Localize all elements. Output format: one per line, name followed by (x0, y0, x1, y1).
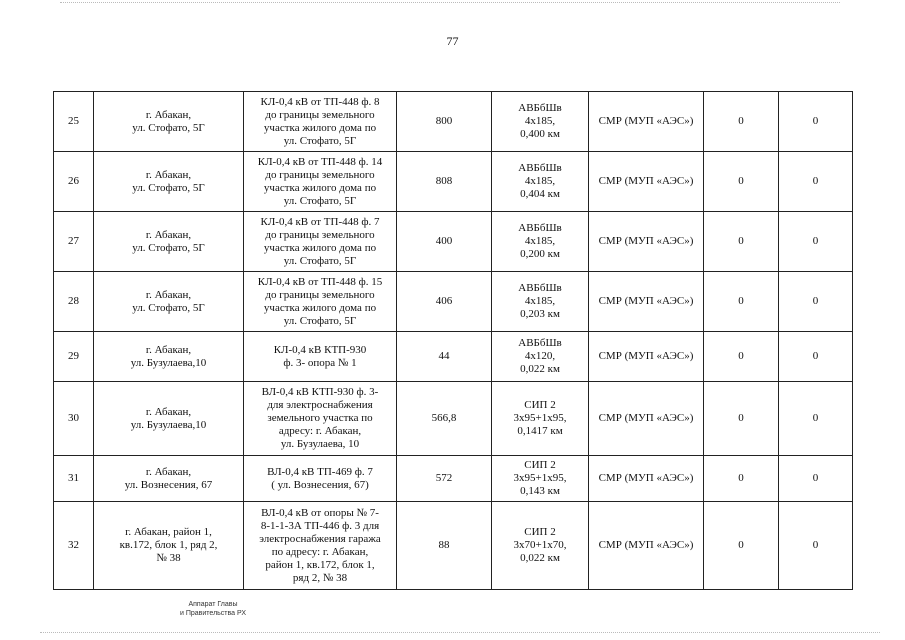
cable-cell-text: АВБбШв 4х120, 0,022 км (518, 337, 562, 375)
length-cell (397, 332, 492, 382)
contractor-cell-text: СМР (МУП «АЭС») (598, 175, 694, 187)
cable-cell-text: АВБбШв 4х185, 0,200 км (518, 222, 562, 260)
contractor-cell-text: СМР (МУП «АЭС») (598, 472, 694, 484)
value-1-cell (704, 502, 779, 590)
row-number-cell-text: 27 (68, 235, 79, 247)
value-2-cell (779, 152, 853, 212)
object-cell-text: КЛ-0,4 кВ КТП-930 ф. 3- опора № 1 (273, 343, 367, 369)
contractor-cell (589, 212, 704, 272)
length-cell-text: 400 (435, 235, 453, 247)
address-cell-text: г. Абакан, ул. Вознесения, 67 (124, 465, 213, 491)
row-number-cell-text: 30 (68, 412, 79, 424)
length-cell-text: 406 (435, 295, 453, 307)
cable-cell (492, 332, 589, 382)
cable-cell (492, 152, 589, 212)
contractor-cell (589, 456, 704, 502)
value-1-cell-text: 0 (738, 115, 744, 127)
object-cell (244, 92, 397, 152)
stamp-line-2: и Правительства РХ (179, 610, 247, 617)
value-1-cell (704, 92, 779, 152)
contractor-cell (589, 502, 704, 590)
value-2-cell (779, 502, 853, 590)
contractor-cell-text: СМР (МУП «АЭС») (598, 350, 694, 362)
table-row (54, 152, 853, 212)
row-number-cell (54, 152, 94, 212)
value-2-cell-text: 0 (812, 115, 819, 127)
row-number-cell-text: 25 (68, 115, 79, 127)
cable-cell (492, 502, 589, 590)
value-1-cell (704, 212, 779, 272)
value-2-cell-text: 0 (812, 235, 819, 247)
stamp-line-1: Аппарат Главы (188, 601, 238, 608)
scan-artifact-bottom (40, 632, 880, 633)
cable-cell (492, 382, 589, 456)
value-2-cell-text: 0 (812, 295, 819, 307)
scan-artifact-top (60, 2, 840, 3)
row-number-cell-text: 28 (68, 295, 79, 307)
table-row (54, 456, 853, 502)
row-number-cell (54, 332, 94, 382)
object-cell-text: КЛ-0,4 кВ от ТП-448 ф. 8 до границы земельного участка жилого дома по ул. Стофато, 5Г (260, 95, 380, 147)
table-row (54, 382, 853, 456)
contractor-cell-text: СМР (МУП «АЭС») (598, 235, 694, 247)
contractor-cell-text: СМР (МУП «АЭС») (598, 295, 694, 307)
table-row (54, 332, 853, 382)
value-1-cell (704, 152, 779, 212)
address-cell-text: г. Абакан, ул. Бузулаева,10 (130, 405, 207, 431)
value-2-cell-text: 0 (812, 412, 819, 424)
value-2-cell (779, 272, 853, 332)
length-cell (397, 92, 492, 152)
object-cell (244, 502, 397, 590)
value-2-cell (779, 382, 853, 456)
object-cell (244, 332, 397, 382)
cable-cell (492, 92, 589, 152)
value-2-cell-text: 0 (812, 175, 819, 187)
object-cell-text: ВЛ-0,4 кВ ТП-469 ф. 7 ( ул. Вознесения, 67) (267, 465, 373, 491)
contractor-cell (589, 92, 704, 152)
object-cell (244, 152, 397, 212)
length-cell (397, 152, 492, 212)
object-cell-text: ВЛ-0,4 кВ КТП-930 ф. 3- для электроснабжения земельного участка по адресу: г. Абакан, ул. Бузулаева, 10 (261, 386, 379, 450)
row-number-cell (54, 456, 94, 502)
address-cell (94, 152, 244, 212)
object-cell (244, 212, 397, 272)
length-cell-text: 88 (438, 539, 450, 551)
object-cell (244, 456, 397, 502)
row-number-cell (54, 212, 94, 272)
value-2-cell-text: 0 (812, 539, 819, 551)
cable-cell-text: АВБбШв 4х185, 0,400 км (518, 102, 562, 140)
cable-cell-text: СИП 2 3х95+1х95, 0,143 км (513, 459, 567, 497)
length-cell (397, 456, 492, 502)
row-number-cell-text: 31 (68, 472, 79, 484)
value-1-cell-text: 0 (738, 539, 744, 551)
cable-cell (492, 272, 589, 332)
object-cell-text: КЛ-0,4 кВ от ТП-448 ф. 15 до границы земельного участка жилого дома по ул. Стофато, 5Г (257, 275, 383, 327)
length-cell (397, 502, 492, 590)
cable-cell-text: СИП 2 3х95+1х95, 0,1417 км (513, 399, 567, 437)
cable-cell (492, 212, 589, 272)
contractor-cell (589, 382, 704, 456)
cable-cell-text: СИП 2 3х70+1х70, 0,022 км (513, 526, 567, 564)
row-number-cell (54, 92, 94, 152)
length-cell-text: 800 (435, 115, 453, 127)
value-1-cell (704, 456, 779, 502)
object-cell (244, 272, 397, 332)
value-1-cell-text: 0 (738, 412, 744, 424)
row-number-cell (54, 502, 94, 590)
value-2-cell (779, 332, 853, 382)
value-1-cell-text: 0 (738, 472, 744, 484)
value-2-cell (779, 212, 853, 272)
row-number-cell (54, 382, 94, 456)
address-cell-text: г. Абакан, район 1, кв.172, блок 1, ряд 2, № 38 (119, 526, 218, 564)
contractor-cell (589, 272, 704, 332)
contractor-cell-text: СМР (МУП «АЭС») (598, 412, 694, 424)
value-1-cell (704, 382, 779, 456)
row-number-cell-text: 32 (68, 539, 79, 551)
address-cell (94, 332, 244, 382)
value-1-cell-text: 0 (738, 350, 744, 362)
address-cell-text: г. Абакан, ул. Стофато, 5Г (132, 228, 205, 254)
table-body (54, 92, 853, 590)
length-cell-text: 572 (435, 472, 453, 484)
contractor-cell-text: СМР (МУП «АЭС») (598, 115, 694, 127)
address-cell (94, 382, 244, 456)
value-1-cell (704, 332, 779, 382)
value-2-cell-text: 0 (812, 350, 819, 362)
value-1-cell-text: 0 (738, 235, 744, 247)
table-row (54, 212, 853, 272)
object-cell (244, 382, 397, 456)
address-cell-text: г. Абакан, ул. Бузулаева,10 (130, 343, 207, 369)
value-2-cell (779, 92, 853, 152)
row-number-cell-text: 26 (68, 175, 79, 187)
length-cell (397, 382, 492, 456)
address-cell-text: г. Абакан, ул. Стофато, 5Г (132, 108, 205, 134)
address-cell-text: г. Абакан, ул. Стофато, 5Г (132, 168, 205, 194)
length-cell (397, 272, 492, 332)
table-row (54, 92, 853, 152)
value-1-cell-text: 0 (738, 175, 744, 187)
length-cell (397, 212, 492, 272)
object-cell-text: КЛ-0,4 кВ от ТП-448 ф. 14 до границы земельного участка жилого дома по ул. Стофато, 5Г (257, 155, 383, 207)
row-number-cell-text: 29 (68, 350, 79, 362)
row-number-cell (54, 272, 94, 332)
object-cell-text: КЛ-0,4 кВ от ТП-448 ф. 7 до границы земельного участка жилого дома по ул. Стофато, 5Г (260, 215, 380, 267)
address-cell-text: г. Абакан, ул. Стофато, 5Г (132, 288, 205, 314)
value-1-cell (704, 272, 779, 332)
cable-cell-text: АВБбШв 4х185, 0,203 км (518, 282, 562, 320)
address-cell (94, 456, 244, 502)
value-1-cell-text: 0 (738, 295, 744, 307)
cable-cell-text: АВБбШв 4х185, 0,404 км (518, 162, 562, 200)
page-number: 77 (446, 34, 459, 48)
table-row (54, 502, 853, 590)
contractor-cell (589, 152, 704, 212)
table-row (54, 272, 853, 332)
address-cell (94, 92, 244, 152)
length-cell-text: 566,8 (431, 412, 457, 424)
address-cell (94, 212, 244, 272)
length-cell-text: 44 (438, 350, 450, 362)
register-table (53, 91, 853, 590)
value-2-cell-text: 0 (812, 472, 819, 484)
cable-cell (492, 456, 589, 502)
value-2-cell (779, 456, 853, 502)
address-cell (94, 272, 244, 332)
contractor-cell-text: СМР (МУП «АЭС») (598, 539, 694, 551)
contractor-cell (589, 332, 704, 382)
address-cell (94, 502, 244, 590)
object-cell-text: ВЛ-0,4 кВ от опоры № 7- 8-1-1-3А ТП-446 ф. 3 для электроснабжения гаража по адресу: г. Абакан, район 1, кв.172, блок 1, ряд 2, № 38 (259, 506, 381, 584)
office-stamp (168, 600, 258, 618)
length-cell-text: 808 (435, 175, 453, 187)
